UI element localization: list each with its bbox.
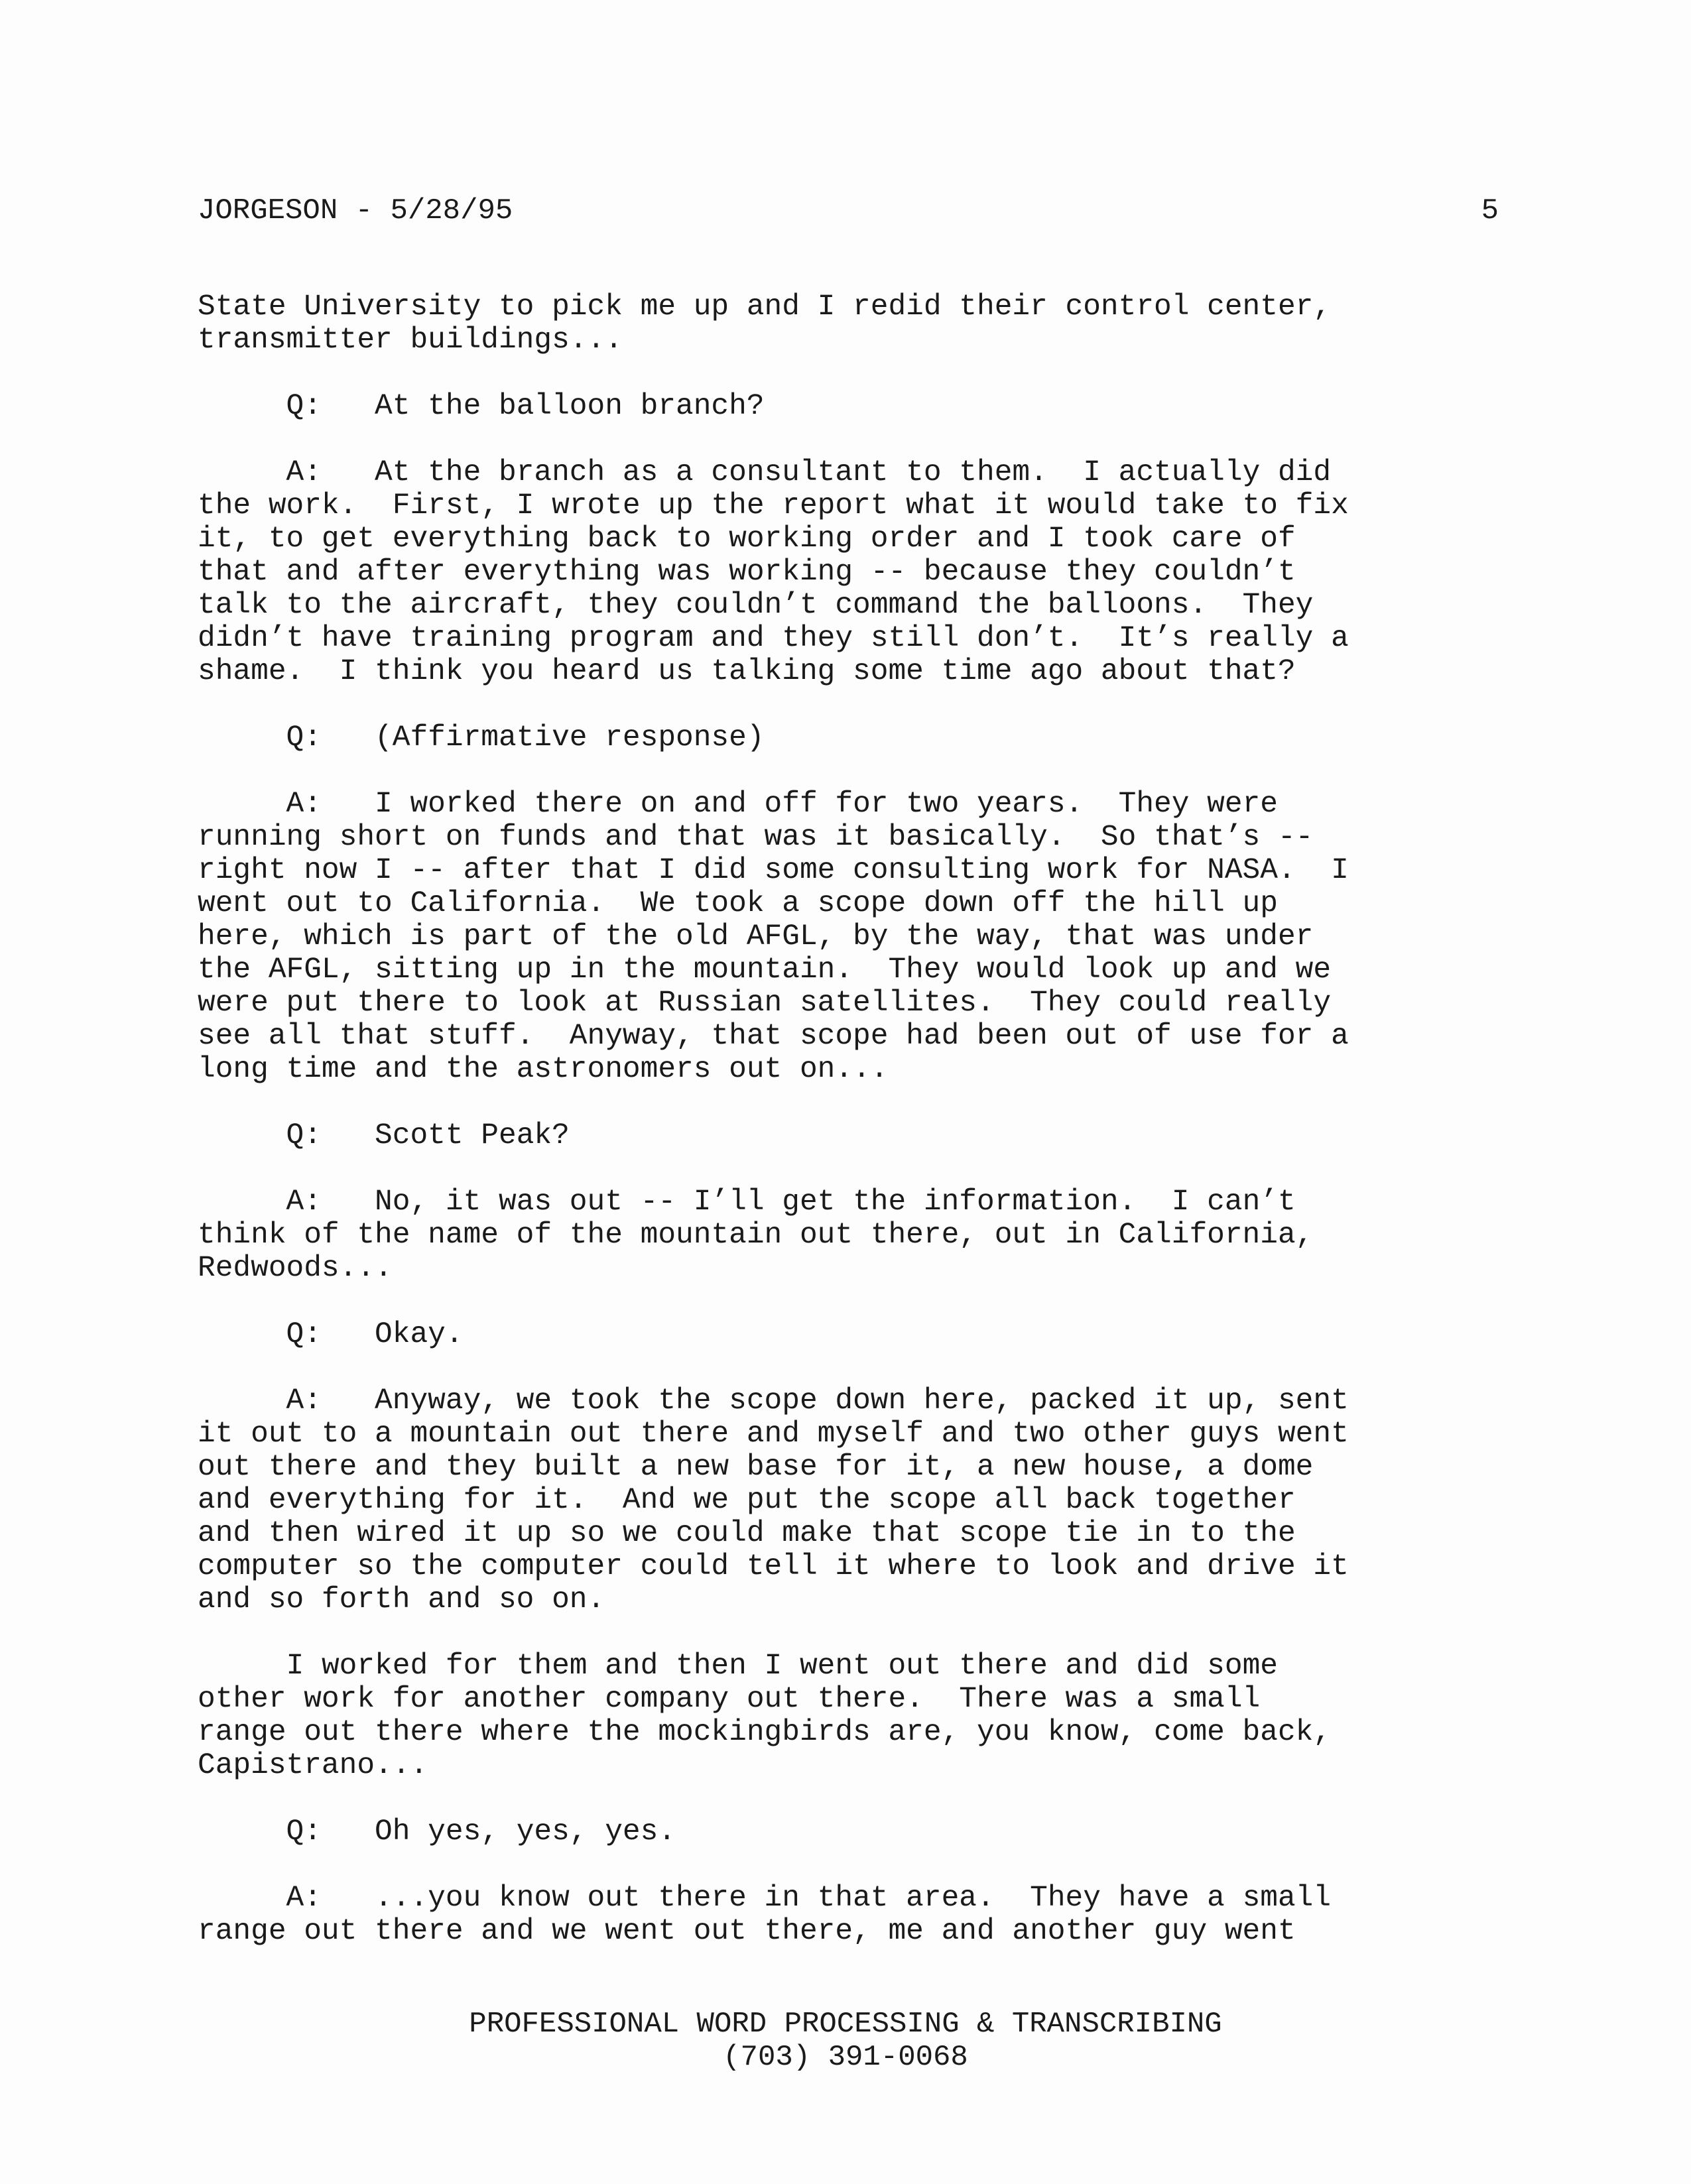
transcript-line: running short on funds and that was it basically. So that’s -- bbox=[198, 821, 1314, 854]
transcript-line: A: No, it was out -- I’ll get the information. I can’t bbox=[198, 1185, 1296, 1219]
transcript-body bbox=[198, 290, 1511, 1981]
transcript-line: transmitter buildings... bbox=[198, 324, 623, 357]
page-number: 5 bbox=[1481, 194, 1499, 227]
transcript-line: that and after everything was working -- because they couldn’t bbox=[198, 556, 1296, 589]
transcript-line: didn’t have training program and they still don’t. It’s really a bbox=[198, 622, 1349, 655]
transcript-line: A: ...you know out there in that area. They have a small bbox=[198, 1882, 1332, 1915]
footer-company: PROFESSIONAL WORD PROCESSING & TRANSCRIBING bbox=[469, 2008, 1222, 2041]
transcript-line: Q: Scott Peak? bbox=[198, 1119, 570, 1152]
transcript-line: other work for another company out there. There was a small bbox=[198, 1683, 1261, 1716]
transcript-line: computer so the computer could tell it where to look and drive it bbox=[198, 1550, 1349, 1583]
transcript-paragraph bbox=[198, 1384, 1511, 1616]
transcript-paragraph bbox=[198, 1185, 1511, 1285]
transcript-line: Q: Oh yes, yes, yes. bbox=[198, 1815, 676, 1849]
transcript-line: A: At the branch as a consultant to them. I actually did bbox=[198, 456, 1332, 489]
transcript-line: here, which is part of the old AFGL, by the way, that was under bbox=[198, 920, 1314, 953]
page-header bbox=[198, 191, 1499, 231]
transcript-paragraph bbox=[198, 1650, 1511, 1782]
transcript-line: talk to the aircraft, they couldn’t command the balloons. They bbox=[198, 589, 1314, 622]
transcript-line: and then wired it up so we could make that scope tie in to the bbox=[198, 1517, 1296, 1550]
footer-phone: (703) 391-0068 bbox=[723, 2041, 968, 2074]
transcript-line: Q: Okay. bbox=[198, 1318, 464, 1351]
transcript-paragraph bbox=[198, 1815, 1511, 1849]
transcript-line: Q: (Affirmative response) bbox=[198, 721, 765, 755]
transcript-paragraph bbox=[198, 788, 1511, 1086]
transcript-line: think of the name of the mountain out there, out in California, bbox=[198, 1219, 1314, 1252]
transcript-line: long time and the astronomers out on... bbox=[198, 1053, 889, 1086]
transcript-line: the work. First, I wrote up the report what it would take to fix bbox=[198, 489, 1349, 522]
transcript-line: A: Anyway, we took the scope down here, packed it up, sent bbox=[198, 1384, 1349, 1418]
transcript-paragraph bbox=[198, 1318, 1511, 1351]
transcript-paragraph bbox=[198, 721, 1511, 755]
transcript-line: it out to a mountain out there and myself and two other guys went bbox=[198, 1418, 1349, 1451]
transcript-line: and so forth and so on. bbox=[198, 1583, 605, 1616]
transcript-line: range out there and we went out there, me and another guy went bbox=[198, 1915, 1296, 1948]
transcript-line: shame. I think you heard us talking some time ago about that? bbox=[198, 655, 1296, 688]
transcript-line: I worked for them and then I went out there and did some bbox=[198, 1650, 1278, 1683]
transcript-line: went out to California. We took a scope down off the hill up bbox=[198, 887, 1278, 920]
transcript-line: it, to get everything back to working order and I took care of bbox=[198, 522, 1296, 556]
transcript-paragraph bbox=[198, 290, 1511, 357]
transcript-line: were put there to look at Russian satellites. They could really bbox=[198, 987, 1332, 1020]
transcript-paragraph bbox=[198, 1119, 1511, 1152]
transcript-line: see all that stuff. Anyway, that scope had been out of use for a bbox=[198, 1020, 1349, 1053]
transcript-paragraph bbox=[198, 456, 1511, 688]
document-title: JORGESON - 5/28/95 bbox=[198, 194, 513, 227]
transcript-line: Q: At the balloon branch? bbox=[198, 390, 765, 423]
transcript-line: range out there where the mockingbirds are, you know, come back, bbox=[198, 1716, 1332, 1749]
transcript-line: right now I -- after that I did some consulting work for NASA. I bbox=[198, 854, 1349, 887]
page-footer bbox=[0, 2008, 1691, 2074]
transcript-line: State University to pick me up and I redid their control center, bbox=[198, 290, 1332, 324]
transcript-line: A: I worked there on and off for two years. They were bbox=[198, 788, 1278, 821]
transcript-line: and everything for it. And we put the scope all back together bbox=[198, 1484, 1296, 1517]
transcript-line: the AFGL, sitting up in the mountain. They would look up and we bbox=[198, 953, 1332, 987]
transcript-line: Redwoods... bbox=[198, 1252, 393, 1285]
transcript-line: Capistrano... bbox=[198, 1749, 428, 1782]
transcript-line: out there and they built a new base for it, a new house, a dome bbox=[198, 1451, 1314, 1484]
transcript-paragraph bbox=[198, 390, 1511, 423]
transcript-paragraph bbox=[198, 1882, 1511, 1948]
